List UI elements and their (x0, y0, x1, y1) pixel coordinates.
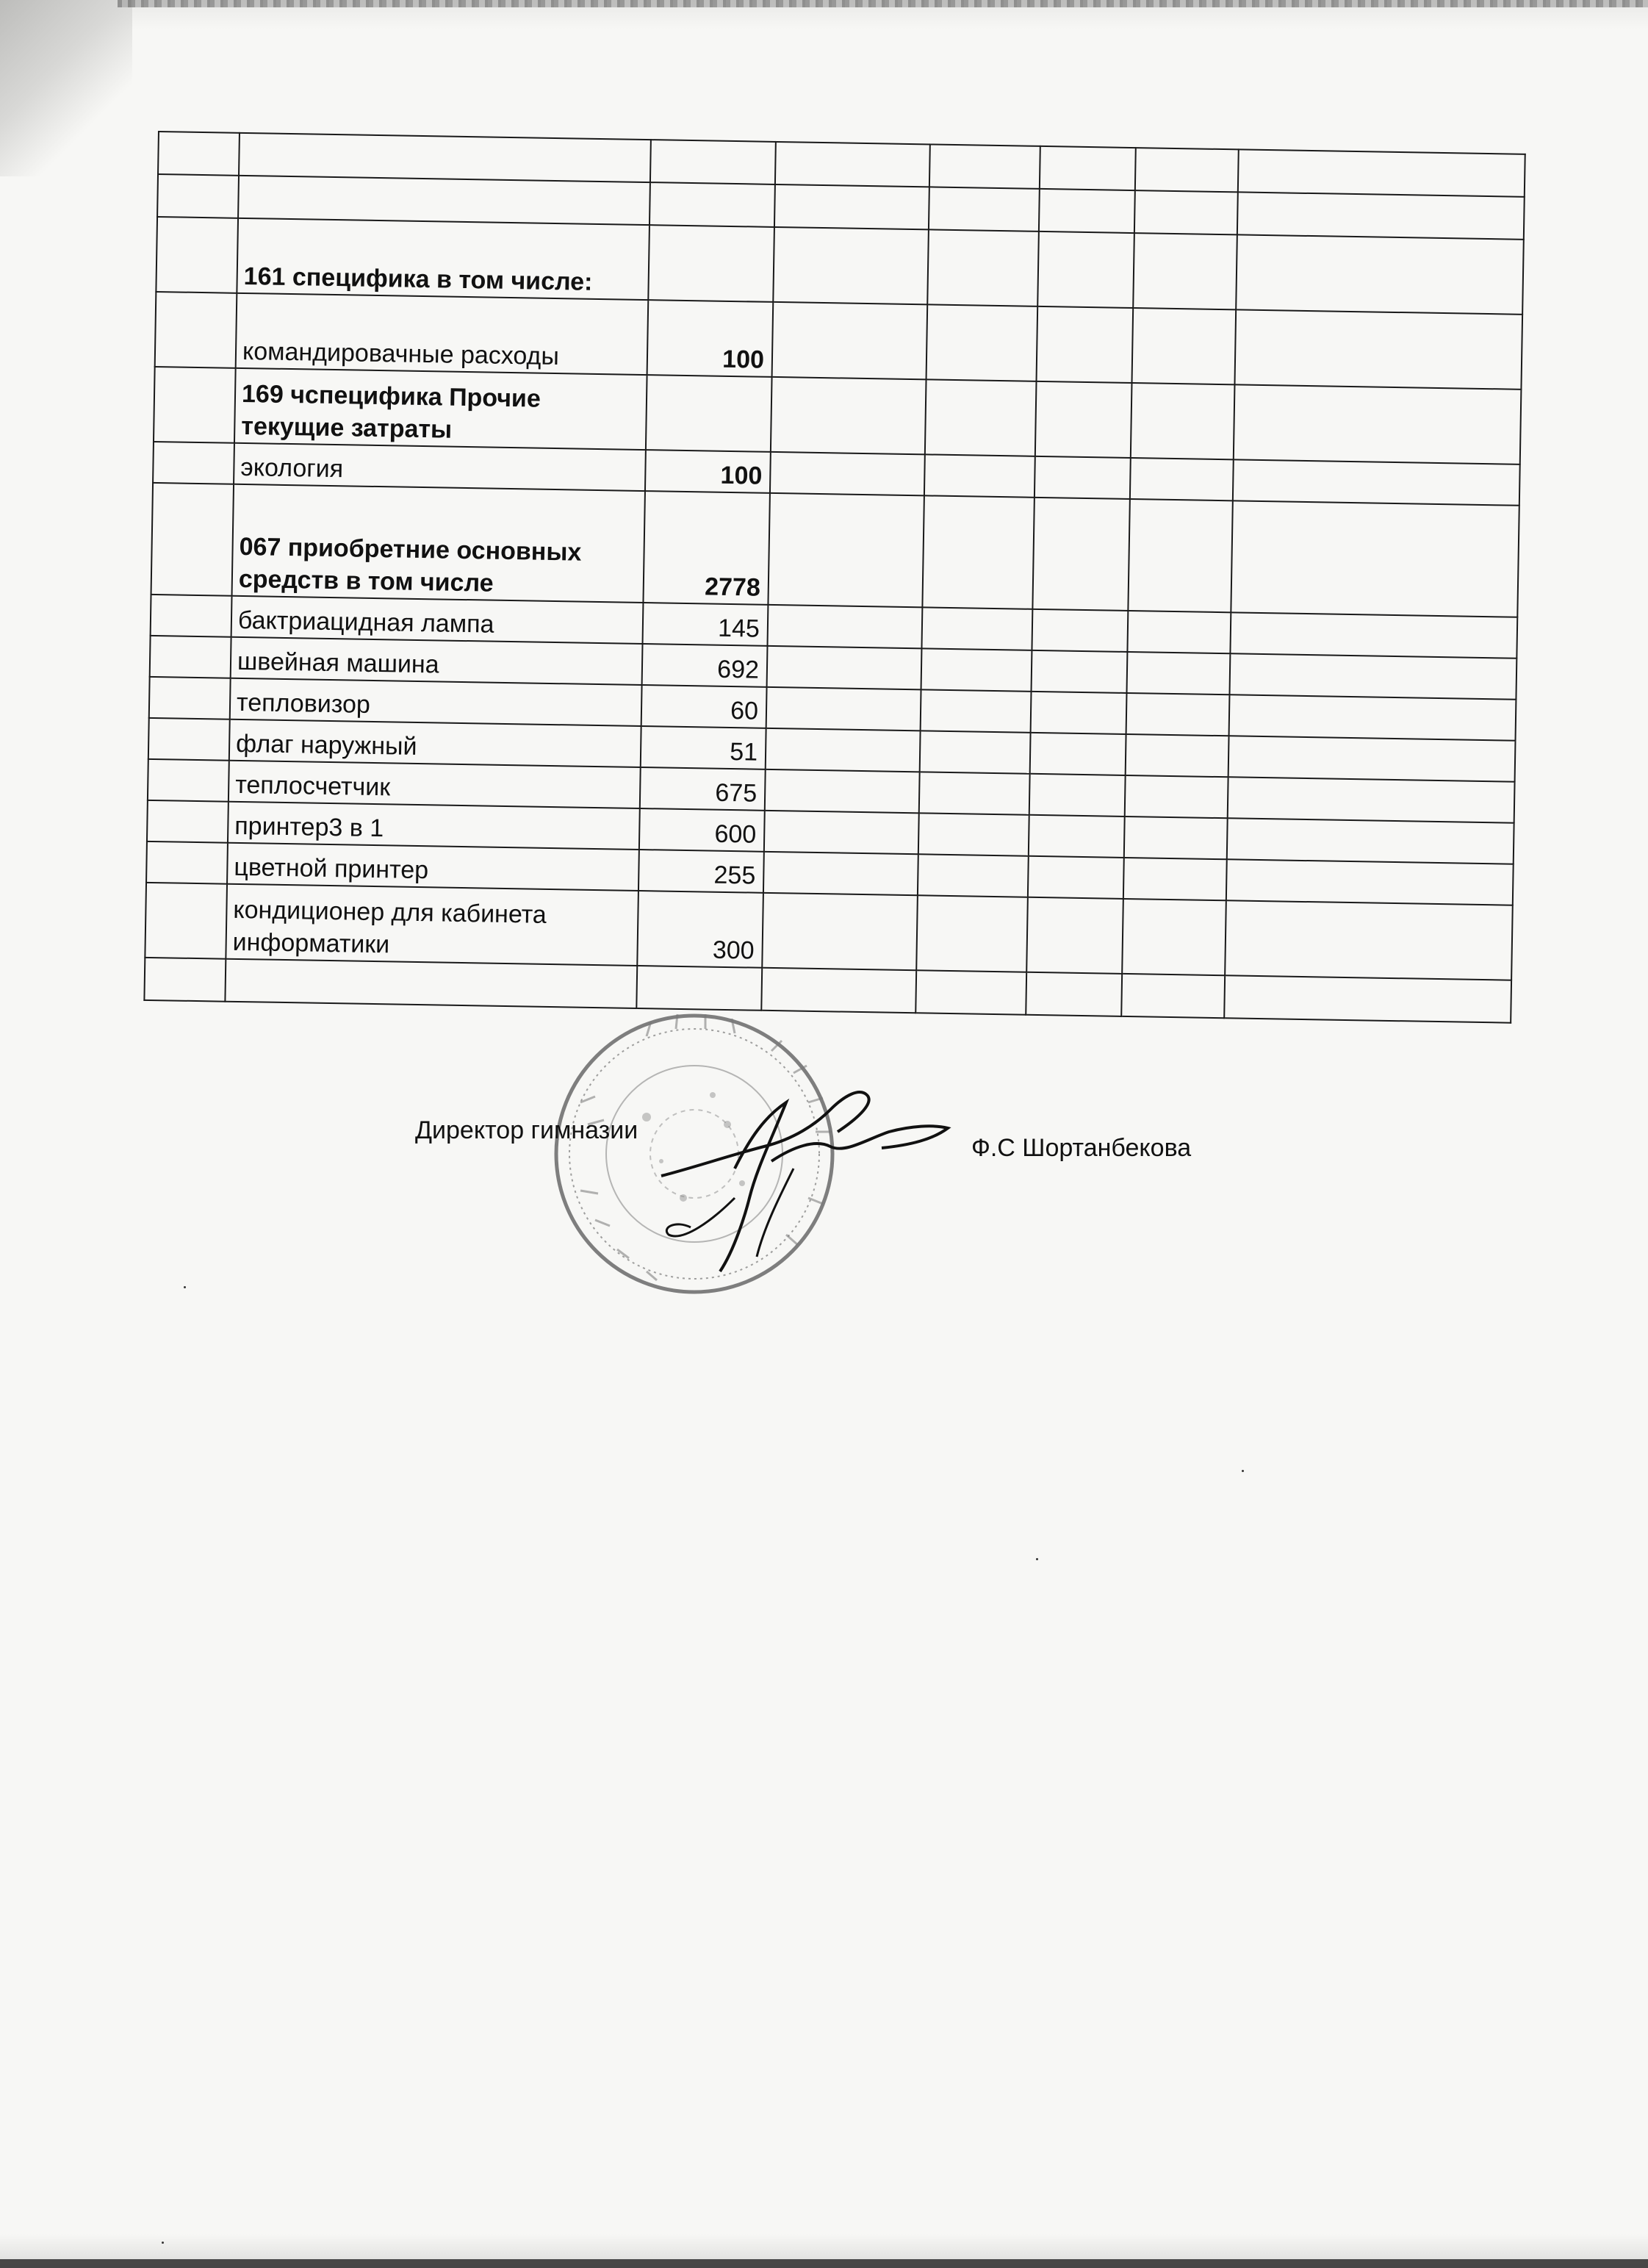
amount-cell: 300 (637, 891, 763, 968)
empty-cell (929, 187, 1040, 231)
empty-cell (921, 689, 1032, 732)
row-index-cell (150, 636, 231, 678)
item-label-cell (239, 133, 651, 182)
empty-cell (1134, 190, 1238, 234)
item-label-cell: флаг наружный (229, 719, 641, 767)
amount-cell (648, 225, 774, 302)
empty-cell (925, 379, 1037, 456)
empty-cell (1234, 309, 1522, 389)
empty-cell (767, 646, 922, 689)
empty-cell (767, 605, 922, 648)
empty-cell (774, 184, 929, 229)
item-label-cell: командировачные расходы (236, 293, 649, 375)
empty-cell (1030, 733, 1126, 775)
empty-cell (1040, 146, 1136, 190)
empty-cell (1126, 693, 1230, 736)
empty-cell (927, 229, 1039, 306)
empty-cell (1037, 232, 1134, 308)
amount-cell: 51 (641, 726, 766, 769)
item-label-cell: цветной принтер (227, 843, 639, 891)
scan-speck (1242, 1470, 1244, 1472)
scan-speck (184, 1286, 186, 1288)
empty-cell (1026, 897, 1123, 974)
amount-cell: 145 (643, 603, 769, 646)
empty-cell (921, 648, 1032, 691)
empty-cell (1130, 458, 1234, 500)
empty-cell (768, 493, 924, 607)
empty-cell (1224, 975, 1511, 1022)
scan-corner-fold (0, 0, 132, 176)
empty-cell (1124, 817, 1228, 859)
row-index-cell (154, 367, 236, 443)
amount-cell: 600 (639, 808, 765, 852)
scan-speck (162, 2242, 164, 2244)
empty-cell (1121, 974, 1225, 1018)
empty-cell (1032, 650, 1128, 693)
empty-cell (766, 687, 921, 731)
empty-cell (1037, 306, 1134, 383)
scan-speck (1036, 1558, 1038, 1560)
empty-cell (919, 772, 1030, 814)
amount-cell: 2778 (643, 491, 769, 605)
empty-cell (1228, 777, 1515, 822)
empty-cell (1234, 384, 1522, 464)
empty-cell (922, 495, 1034, 609)
scan-bottom-edge (0, 2259, 1648, 2268)
empty-cell (1236, 234, 1524, 314)
director-name: Ф.С Шортанбекова (971, 1134, 1192, 1162)
empty-cell (771, 377, 926, 454)
row-index-cell (146, 841, 228, 884)
empty-cell (1039, 189, 1135, 233)
empty-cell (775, 142, 930, 187)
empty-cell (1133, 233, 1237, 309)
item-label-cell: тепловизор (230, 678, 642, 726)
empty-cell (1127, 611, 1231, 653)
empty-cell (1228, 736, 1516, 781)
empty-cell (1035, 381, 1132, 458)
budget-table (143, 131, 1525, 1024)
budget-table-container (143, 131, 1524, 1024)
amount-cell (650, 182, 775, 227)
empty-cell (1226, 859, 1514, 905)
empty-cell (1230, 612, 1517, 658)
empty-cell (1131, 308, 1236, 384)
row-index-cell (158, 132, 240, 176)
empty-cell (918, 854, 1029, 897)
empty-cell (1231, 500, 1519, 617)
empty-cell (1126, 652, 1230, 695)
empty-cell (921, 607, 1032, 650)
empty-cell (765, 769, 920, 813)
empty-cell (1035, 456, 1131, 499)
empty-cell (1122, 899, 1226, 975)
row-index-cell (151, 483, 234, 596)
scan-top-edge (118, 0, 1648, 7)
row-index-cell (156, 217, 238, 293)
row-index-cell (157, 174, 239, 218)
empty-cell (1229, 695, 1516, 740)
item-label-cell: швейная машина (231, 637, 643, 685)
empty-cell (929, 144, 1040, 188)
empty-cell (764, 811, 919, 854)
amount-cell: 60 (641, 685, 767, 728)
row-index-cell (144, 958, 226, 1002)
item-label-cell: 067 приобретние основных средств в том числе (232, 484, 645, 603)
row-index-cell (151, 595, 232, 637)
empty-cell (773, 227, 929, 304)
amount-cell (650, 140, 776, 184)
item-label-cell: 161 специфика в том числе: (237, 218, 650, 300)
empty-cell (1032, 609, 1128, 652)
empty-cell (920, 731, 1031, 773)
row-index-cell (145, 883, 227, 959)
item-label-cell: кондиционер для кабинета информатики (226, 884, 638, 966)
empty-cell (1031, 692, 1127, 734)
empty-cell (1126, 734, 1229, 777)
empty-cell (1237, 192, 1525, 239)
budget-table-body (144, 132, 1525, 1023)
empty-cell (1238, 149, 1525, 196)
empty-cell (772, 302, 928, 379)
empty-cell (1026, 972, 1122, 1016)
table-row (151, 483, 1519, 617)
row-index-cell (153, 442, 234, 484)
empty-cell (1028, 856, 1124, 899)
empty-cell (770, 452, 925, 495)
empty-cell (1229, 653, 1516, 699)
item-label-cell: бактриацидная лампа (231, 596, 644, 644)
amount-cell: 100 (647, 300, 774, 377)
amount-cell: 675 (640, 767, 766, 811)
item-label-cell: экология (234, 443, 646, 491)
empty-cell (1029, 815, 1125, 858)
empty-cell (762, 893, 918, 970)
amount-cell: 100 (645, 450, 771, 493)
item-label-cell (225, 959, 637, 1008)
item-label-cell: принтер3 в 1 (228, 802, 640, 850)
amount-cell (636, 966, 762, 1011)
item-label-cell: 169 чспецифика Прочие текущие затраты (234, 368, 647, 450)
empty-cell (918, 813, 1029, 855)
director-signature (647, 1058, 955, 1279)
item-label-cell: теплосчетчик (229, 761, 641, 808)
empty-cell (1233, 459, 1520, 505)
row-index-cell (148, 759, 229, 802)
empty-cell (1225, 900, 1513, 980)
row-index-cell (155, 292, 237, 368)
row-index-cell (147, 800, 229, 843)
empty-cell (763, 852, 918, 895)
empty-cell (1135, 148, 1239, 192)
item-label-cell (238, 176, 650, 225)
empty-cell (1029, 774, 1126, 817)
director-position-label: Директор гимназии (415, 1116, 638, 1144)
empty-cell (766, 728, 921, 772)
empty-cell (1128, 499, 1233, 612)
empty-cell (924, 454, 1035, 497)
empty-cell (1123, 858, 1227, 900)
empty-cell (1227, 818, 1514, 864)
row-index-cell (149, 677, 231, 719)
empty-cell (926, 304, 1038, 381)
empty-cell (916, 895, 1028, 972)
row-index-cell (148, 718, 230, 761)
amount-cell (646, 375, 772, 452)
amount-cell: 255 (638, 850, 764, 893)
empty-cell (1131, 383, 1235, 459)
empty-cell (1125, 775, 1228, 818)
empty-cell (915, 970, 1026, 1014)
amount-cell: 692 (642, 644, 768, 687)
empty-cell (1032, 498, 1130, 611)
